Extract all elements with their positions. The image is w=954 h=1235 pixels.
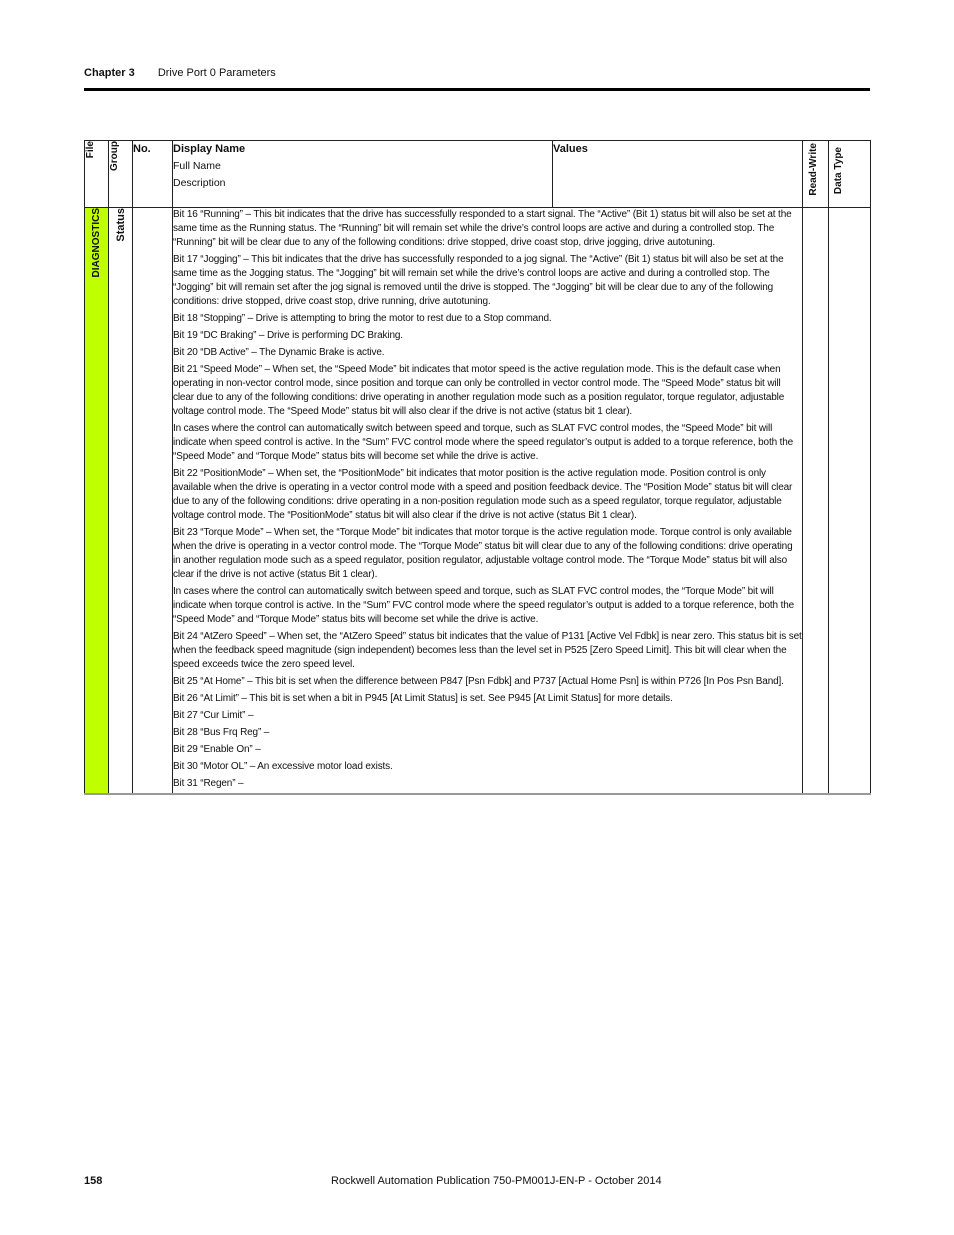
description-paragraph: Bit 29 “Enable On” –	[173, 744, 261, 755]
no-cell	[133, 208, 173, 795]
description-cell	[173, 208, 803, 795]
description-paragraph: Bit 18 “Stopping” – Drive is attempting to bring the motor to rest due to a Stop command.	[173, 313, 552, 324]
description-paragraph: Bit 31 “Regen” –	[173, 778, 244, 789]
group-cell	[109, 208, 133, 795]
read-write-cell	[803, 208, 829, 795]
description-paragraph: Bit 30 “Motor OL” – An excessive motor load exists.	[173, 761, 393, 772]
description-paragraph: Bit 26 “At Limit” – This bit is set when a bit in P945 [At Limit Status] is set. See P945 [At Limit Status] for more details.	[173, 693, 673, 704]
file-label: DIAGNOSTICS	[91, 208, 102, 278]
description-paragraph: Bit 28 “Bus Frq Reg” –	[173, 727, 270, 738]
description-paragraph: Bit 20 “DB Active” – The Dynamic Brake is active.	[173, 347, 385, 358]
description-paragraph: Bit 17 “Jogging” – This bit indicates that the drive has successfully responded to a jog signal. The “Active” (Bit 1) status bit will also be set at the same time as the Jogging status. The “Jogging” bit will remain set while the drive’s control loops are active and during a controlled stop. The “Jogging” bit will remain set after the jog signal is removed until the drive is stopped. The “Jogging” bit will be clear due to any of the following conditions: drive stopped, drive coast stop, drive running, drive autotuning.	[173, 254, 784, 307]
description-paragraph: In cases where the control can automatically switch between speed and torque, such as SLAT FVC control modes, the “Speed Mode” bit will indicate when speed control is active. In the “Sum” FVC control mode where the speed regulator’s output is added to a torque reference, both the “Speed Mode” and “Torque Mode” status bits will become set while the drive is active.	[173, 423, 794, 462]
col-no: No.	[133, 141, 173, 208]
description-paragraph: In cases where the control can automatically switch between speed and torque, such as SLAT FVC control modes, the “Torque Mode” bit will indicate when torque control is active. In the “Sum” FVC control mode where the speed regulator’s output is added to a torque reference, both the “Speed Mode” and “Torque Mode” status bits will become set while the drive is active.	[173, 586, 795, 625]
page-number: 158	[84, 1175, 103, 1187]
file-cell	[85, 208, 109, 795]
col-group: Group	[109, 141, 133, 208]
description-paragraph: Bit 22 “PositionMode” – When set, the “PositionMode” bit indicates that motor position is the active regulation mode. Position control is only available when the drive is operating in a vector control mode with a speed and position feedback device. The “Position Mode” status bit will clear due to any of the following conditions: drive operating in a non-position regulation mode such as a speed regulator, torque regulator, adjustable voltage control mode. The “PositionMode” status bit will also clear if the drive is not active (status Bit 1 clear).	[173, 468, 793, 521]
description-paragraph: Bit 21 “Speed Mode” – When set, the “Speed Mode” bit indicates that motor speed is the active regulation mode. This is the default case when operating in non-vector control mode, since position and torque can only be controlled in vector control mode. The “Speed Mode” status bit will clear due to any of the following conditions: drive operating in another regulation mode such as a position regulator, torque regulator, adjustable voltage control mode. The “Speed Mode” status bit will also clear if the drive is not active (status bit 1 clear).	[173, 364, 785, 417]
col-file: File	[85, 141, 109, 208]
publication-info: Rockwell Automation Publication 750-PM001J-EN-P - October 2014	[331, 1175, 662, 1187]
chapter-label: Chapter 3	[84, 67, 135, 79]
description-paragraphs	[173, 208, 802, 791]
table-row	[85, 208, 871, 795]
parameter-table	[84, 140, 871, 795]
description-paragraph: Bit 16 “Running” – This bit indicates that the drive has successfully responded to a start signal. The “Active” (Bit 1) status bit will also be set at the same time as the Running status. The “Running” bit will remain set while the drive’s control loops are active and during a controlled stop. The “Running” bit will be clear due to any of the following conditions: drive stopped, drive coast stop, drive jogging, drive autotuning.	[173, 209, 792, 248]
col-values: Values	[553, 141, 803, 208]
description-paragraph: Bit 25 “At Home” – This bit is set when the difference between P847 [Psn Fdbk] and P737 [Actual Home Psn] is within P726 [In Pos Psn Band].	[173, 676, 784, 687]
header-rule	[84, 88, 870, 91]
group-label: Status	[114, 208, 127, 242]
page-header	[84, 67, 276, 79]
section-title: Drive Port 0 Parameters	[157, 67, 276, 79]
col-read-write: Read-Write	[803, 141, 829, 208]
data-type-cell	[829, 208, 871, 795]
description-paragraph: Bit 19 “DC Braking” – Drive is performing DC Braking.	[173, 330, 403, 341]
description-paragraph: Bit 24 “AtZero Speed” – When set, the “AtZero Speed” status bit indicates that the value of P131 [Active Vel Fdbk] is near zero. This status bit is set when the feedback speed magnitude (sign independent) becomes less than the level set in P525 [Zero Speed Limit]. This bit will clear when the speed exceeds twice the zero speed level.	[173, 631, 802, 670]
description-paragraph: Bit 27 “Cur Limit” –	[173, 710, 254, 721]
description-paragraph: Bit 23 “Torque Mode” – When set, the “Torque Mode” bit indicates that motor torque is the active regulation mode. Torque control is only available when the drive is operating in a vector control mode. The “Torque Mode” status bit will clear due to any of the following conditions: drive operating in another regulation mode such as a speed regulator, position regulator, adjustable voltage control mode. The “Torque Mode” status bit will also clear if the drive is not active (status Bit 1 clear).	[173, 527, 793, 580]
table-header-row	[85, 141, 871, 208]
col-data-type: Data Type	[829, 141, 871, 208]
col-display-name: Display Name Full Name Description	[173, 141, 553, 208]
